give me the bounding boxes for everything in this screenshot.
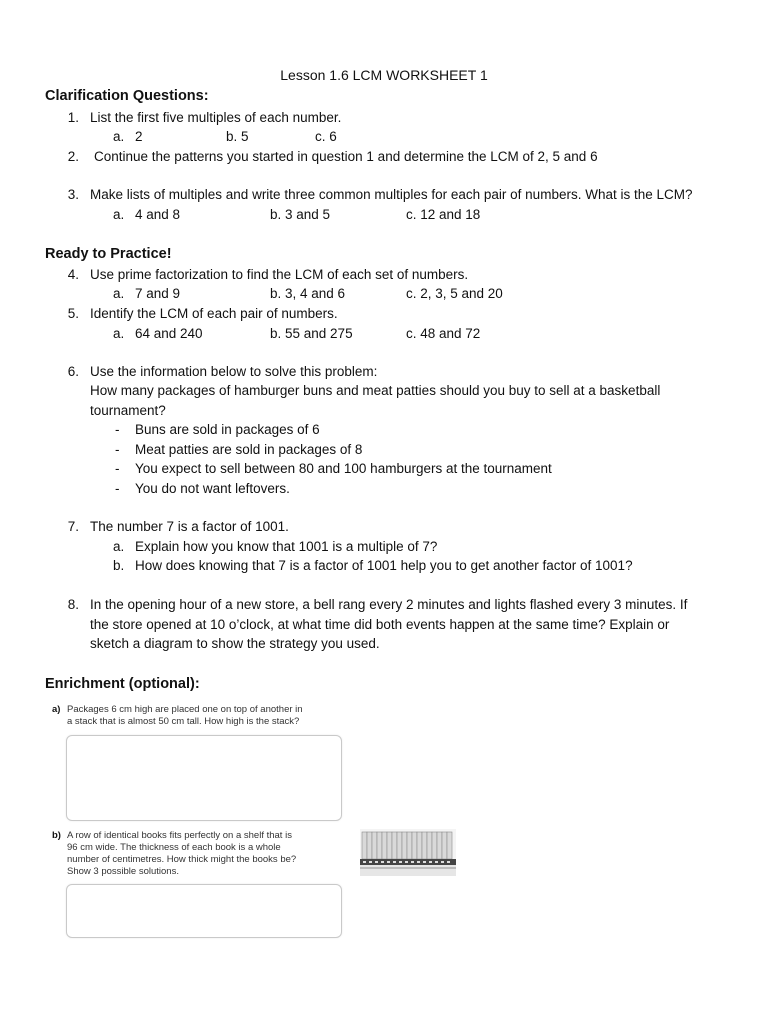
q6-bullet: Meat patties are sold in packages of 8: [135, 442, 363, 457]
enrichment-b-line-2: 96 cm wide. The thickness of each book is a whole: [67, 842, 281, 853]
question-6-line-3: tournament?: [90, 403, 166, 418]
enrichment-b-line-4: Show 3 possible solutions.: [67, 866, 179, 877]
q4-option-b: b. 3, 4 and 6: [270, 286, 346, 301]
question-number: 5.: [67, 306, 79, 321]
q5-option-b: b. 55 and 275: [270, 326, 353, 341]
q1-option-a: 2: [135, 129, 143, 144]
sub-item-label: a.: [113, 539, 125, 554]
question-4-text: Use prime factorization to find the LCM of each set of numbers.: [90, 267, 469, 282]
q3-option-a: 4 and 8: [135, 207, 181, 222]
question-number: 1.: [67, 110, 79, 125]
enrichment-b-line-3: number of centimetres. How thick might the books be?: [67, 854, 297, 865]
sub-item-label: a.: [113, 286, 125, 301]
q6-bullet: You expect to sell between 80 and 100 hamburgers at the tournament: [135, 461, 552, 476]
q1-option-b: b. 5: [226, 129, 249, 144]
bullet-dash: -: [115, 481, 120, 496]
question-6-line-1: Use the information below to solve this problem:: [90, 364, 378, 379]
enrichment-a-line-1: Packages 6 cm high are placed one on top of another in: [67, 704, 303, 715]
question-5-text: Identify the LCM of each pair of numbers.: [90, 306, 338, 321]
enrichment-label: a): [52, 704, 61, 715]
sub-item-label: a.: [113, 207, 125, 222]
sub-item-label: b.: [113, 558, 125, 573]
q5-option-c: c. 48 and 72: [406, 326, 481, 341]
enrichment-label: b): [52, 830, 61, 841]
question-number: 4.: [67, 267, 79, 282]
enrichment-b-line-1: A row of identical books fits perfectly on a shelf that is: [67, 830, 292, 841]
sub-item-label: a.: [113, 129, 125, 144]
q5-option-a: 64 and 240: [135, 326, 203, 341]
question-number: 3.: [67, 187, 79, 202]
question-number: 8.: [67, 597, 79, 612]
question-6-line-2: How many packages of hamburger buns and meat patties should you buy to sell at a basketball: [90, 383, 661, 398]
question-number: 6.: [67, 364, 79, 379]
q3-option-b: b. 3 and 5: [270, 207, 331, 222]
question-7-text: The number 7 is a factor of 1001.: [90, 519, 289, 534]
q6-bullet: Buns are sold in packages of 6: [135, 422, 320, 437]
question-8-line-1: In the opening hour of a new store, a bell rang every 2 minutes and lights flashed every 3 minutes. If: [90, 597, 688, 612]
bookshelf-illustration: [360, 829, 456, 876]
q6-bullet: You do not want leftovers.: [135, 481, 290, 496]
question-8-line-2: the store opened at 10 o’clock, at what time did both events happen at the same time? Explain or: [90, 617, 670, 632]
section-clarification-heading: Clarification Questions:: [45, 88, 209, 104]
question-8-line-3: sketch a diagram to show the strategy you used.: [90, 636, 380, 651]
sub-item-label: a.: [113, 326, 125, 341]
section-enrichment-heading: Enrichment (optional):: [45, 676, 200, 692]
question-2-text: Continue the patterns you started in question 1 and determine the LCM of 2, 5 and 6: [94, 149, 598, 164]
question-1-text: List the first five multiples of each number.: [90, 110, 342, 125]
question-3-text: Make lists of multiples and write three common multiples for each pair of numbers. What is the LCM?: [90, 187, 693, 202]
answer-box-b[interactable]: [66, 884, 342, 938]
q4-option-c: c. 2, 3, 5 and 20: [406, 286, 503, 301]
q1-option-c: c. 6: [315, 129, 337, 144]
section-practice-heading: Ready to Practice!: [45, 246, 172, 262]
q4-option-a: 7 and 9: [135, 286, 181, 301]
bullet-dash: -: [115, 442, 120, 457]
worksheet-title: Lesson 1.6 LCM WORKSHEET 1: [280, 67, 488, 83]
q3-option-c: c. 12 and 18: [406, 207, 481, 222]
bullet-dash: -: [115, 422, 120, 437]
question-number: 7.: [67, 519, 79, 534]
question-number: 2.: [67, 149, 79, 164]
q7-part-a: Explain how you know that 1001 is a multiple of 7?: [135, 539, 438, 554]
answer-box-a[interactable]: [66, 735, 342, 821]
q7-part-b: How does knowing that 7 is a factor of 1001 help you to get another factor of 1001?: [135, 558, 633, 573]
bullet-dash: -: [115, 461, 120, 476]
enrichment-a-line-2: a stack that is almost 50 cm tall. How high is the stack?: [67, 716, 300, 727]
